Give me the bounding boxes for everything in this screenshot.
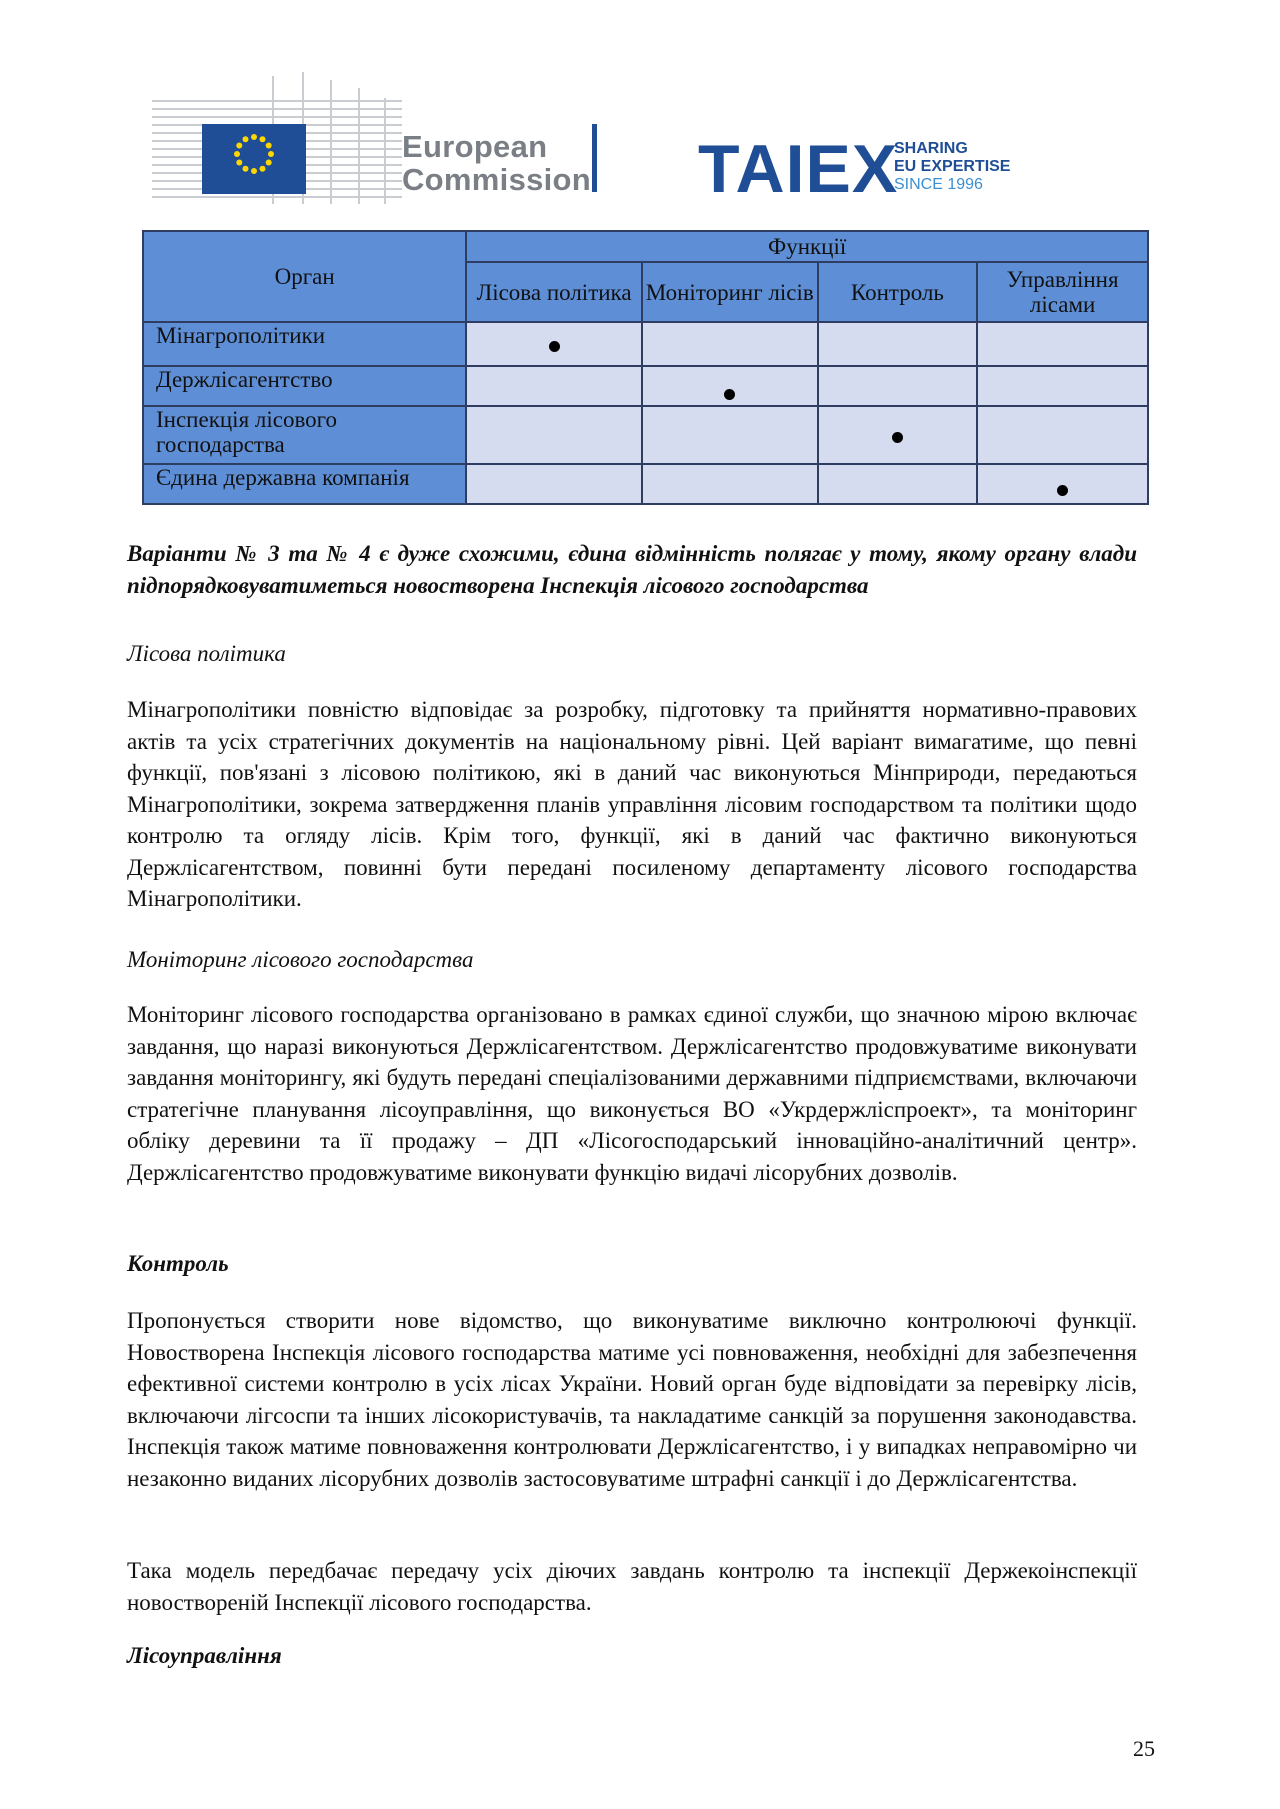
table-cell [466, 322, 642, 366]
column-header-forest-monitoring: Моніторинг лісів [642, 262, 818, 322]
table-row [143, 322, 1148, 366]
row-label: Держлісагентство [143, 366, 466, 406]
heading-control: Контроль [127, 1251, 229, 1276]
functions-header: Функції [466, 231, 1148, 262]
european-commission-logo [152, 72, 612, 204]
mark-dot-icon [724, 389, 735, 400]
table-cell [818, 464, 978, 504]
heading-forest-policy: Лісова політика [127, 641, 286, 666]
taiex-wordmark: TAIEX [698, 131, 899, 207]
table-row [143, 406, 1148, 464]
row-label: Мінагрополітики [143, 322, 466, 366]
table-cell [642, 464, 818, 504]
ec-wordmark-line1: European [402, 129, 548, 164]
ec-wordmark [402, 130, 591, 196]
mark-dot-icon [892, 432, 903, 443]
column-header-forest-policy: Лісова політика [466, 262, 642, 322]
table-cell [466, 464, 642, 504]
header-logos [152, 72, 1022, 207]
column-header-forest-management: Управління лісами [977, 262, 1148, 322]
paragraph-forest-policy: Мінагрополітики повністю відповідає за розробку, підготовку та прийняття нормативно-правових актів та усіх стратегічних документів на національному рівні. Цей варіант вимагатиме, що певні функції, пов'язані з лісовою політикою, які в даний час виконуються Мінприроди, передаються Мінагрополітики, зокрема затвердження планів управління лісовим господарством та політики щодо контролю та огляду лісів. Крім того, функції, які в даний час фактично виконуються Держлісагентством, повинні бути передані посиленому департаменту лісового господарства Мінагрополітики. [127, 697, 1137, 911]
table-cell [977, 322, 1148, 366]
ec-wordmark-line2: Commission [402, 162, 592, 197]
table-cell [818, 366, 978, 406]
heading-forest-monitoring: Моніторинг лісового господарства [127, 947, 474, 972]
functions-table [142, 230, 1149, 505]
taiex-logo [698, 131, 1028, 207]
logo-separator [592, 124, 597, 192]
paragraph-control: Пропонується створити нове відомство, що виконуватиме виключно контролюючі функції. Новостворена Інспекція лісового господарства матиме усі повноваження, необхідні для забезпечення ефективної системи контролю в усіх лісах України. Новий орган буде відповідати за перевірку лісів, включаючи лігсоспи та інших лісокористувачів, та накладатиме санкцій за порушення законодавства. Інспекція також матиме повноваження контролювати Держлісагентство, і у випадках неправомірно чи незаконно виданих лісорубних дозволів застосовуватиме штрафні санкції і до Держлісагентства. [127, 1308, 1137, 1491]
organ-header: Орган [143, 231, 466, 322]
table-cell [977, 366, 1148, 406]
table-row [143, 464, 1148, 504]
table-row [143, 366, 1148, 406]
taiex-tagline-line3: SINCE 1996 [894, 176, 983, 193]
page-number: 25 [1133, 1736, 1155, 1761]
mark-dot-icon [549, 341, 560, 352]
table-cell [466, 406, 642, 464]
table-cell [642, 406, 818, 464]
mark-dot-icon [1057, 485, 1068, 496]
table-cell [818, 322, 978, 366]
taiex-tagline [894, 140, 1010, 194]
paragraph-forest-monitoring: Моніторинг лісового господарства організовано в рамках єдиної служби, що значною мірою включає завдання, що наразі виконуються Держлісагентством. Держлісагентство продовжуватиме виконувати завдання моніторингу, які будуть передані спеціалізованими державними підприємствами, включаючи стратегічне планування лісоуправління, що виконується ВО «Укрдержліспроект», та моніторинг обліку деревини та її продажу – ДП «Лісогосподарський інноваційно-аналітичний центр». Держлісагентство продовжуватиме виконувати функцію видачі лісорубних дозволів. [127, 1002, 1137, 1185]
taiex-tagline-line1: SHARING [894, 140, 968, 157]
table-cell [818, 406, 978, 464]
taiex-tagline-line2: EU EXPERTISE [894, 158, 1011, 175]
table-cell [642, 366, 818, 406]
row-label: Інспекція лісового господарства [143, 406, 466, 464]
table-cell [977, 406, 1148, 464]
column-header-control: Контроль [818, 262, 978, 322]
paragraph-model: Така модель передбачає передачу усіх діючих завдань контролю та інспекції Держекоінспекції новоствореній Інспекції лісового господарства. [127, 1558, 1137, 1615]
table-cell [642, 322, 818, 366]
table-cell [977, 464, 1148, 504]
row-label: Єдина державна компанія [143, 464, 466, 504]
heading-forest-management: Лісоуправління [127, 1643, 282, 1668]
ec-building-emblem-icon [152, 72, 402, 204]
table-cell [466, 366, 642, 406]
variants-note: Варіанти № 3 та № 4 є дуже схожими, єдина відмінність полягає у тому, якому органу влади підпорядковуватиметься новостворена Інспекція лісового господарства [127, 541, 1137, 598]
